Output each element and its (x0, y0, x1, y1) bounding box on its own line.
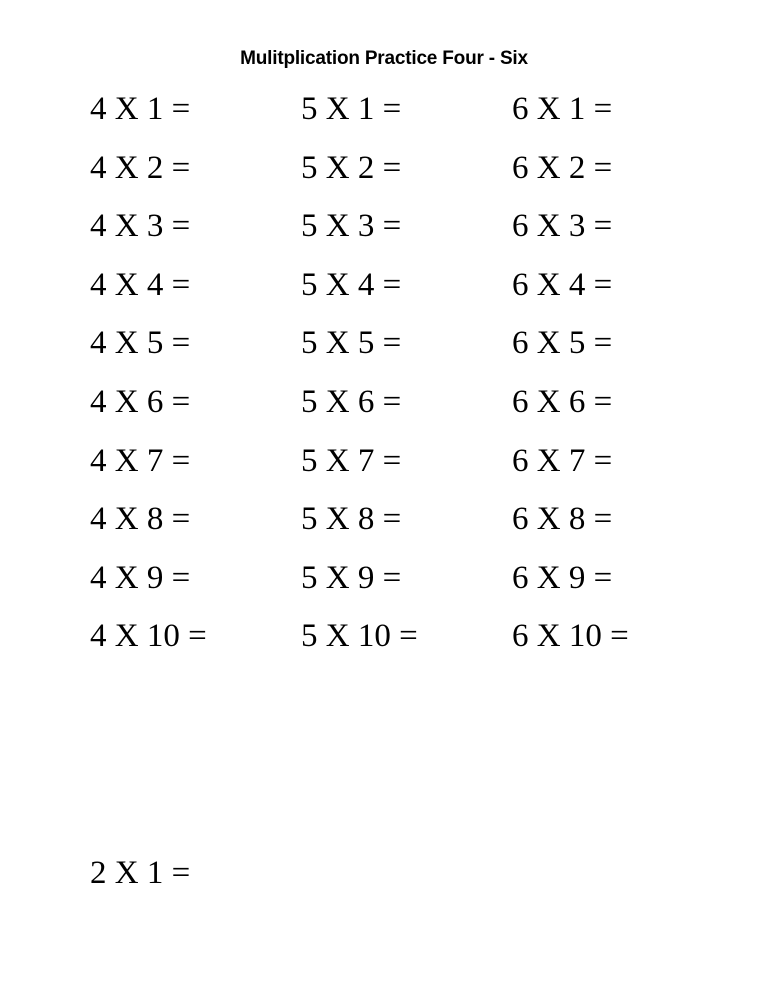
problem: 6 X 5 = (512, 325, 613, 362)
problem: 6 X 10 = (512, 618, 629, 655)
problem-column-sixes (512, 89, 629, 675)
problem: 4 X 5 = (90, 325, 191, 362)
problem: 4 X 9 = (90, 559, 191, 596)
problem: 6 X 3 = (512, 208, 613, 245)
problem: 6 X 2 = (512, 149, 613, 186)
problem: 5 X 5 = (301, 325, 402, 362)
problem: 4 X 7 = (90, 442, 191, 479)
problem-column-fours (90, 89, 207, 675)
problem: 5 X 1 = (301, 91, 402, 127)
page-title: Mulitplication Practice Four - Six (240, 48, 528, 69)
problem: 5 X 7 = (301, 442, 402, 479)
problem: 6 X 4 = (512, 266, 613, 303)
extra-problem: 2 X 1 = (90, 855, 191, 891)
problem: 5 X 8 = (301, 501, 402, 538)
problem: 6 X 6 = (512, 383, 613, 420)
problem: 6 X 1 = (512, 91, 613, 127)
problem: 6 X 8 = (512, 501, 613, 538)
problem: 5 X 6 = (301, 383, 402, 420)
problem: 4 X 10 = (90, 618, 207, 655)
problem: 4 X 8 = (90, 501, 191, 538)
problem: 4 X 6 = (90, 383, 191, 420)
problem-column-fives (301, 89, 418, 675)
problem: 5 X 3 = (301, 208, 402, 245)
problem: 6 X 7 = (512, 442, 613, 479)
problem: 5 X 4 = (301, 266, 402, 303)
problem: 4 X 3 = (90, 208, 191, 245)
problem: 5 X 9 = (301, 559, 402, 596)
problem: 4 X 2 = (90, 149, 191, 186)
problem: 4 X 4 = (90, 266, 191, 303)
problem: 5 X 10 = (301, 618, 418, 655)
problem: 6 X 9 = (512, 559, 613, 596)
problem: 5 X 2 = (301, 149, 402, 186)
problem: 4 X 1 = (90, 91, 191, 127)
